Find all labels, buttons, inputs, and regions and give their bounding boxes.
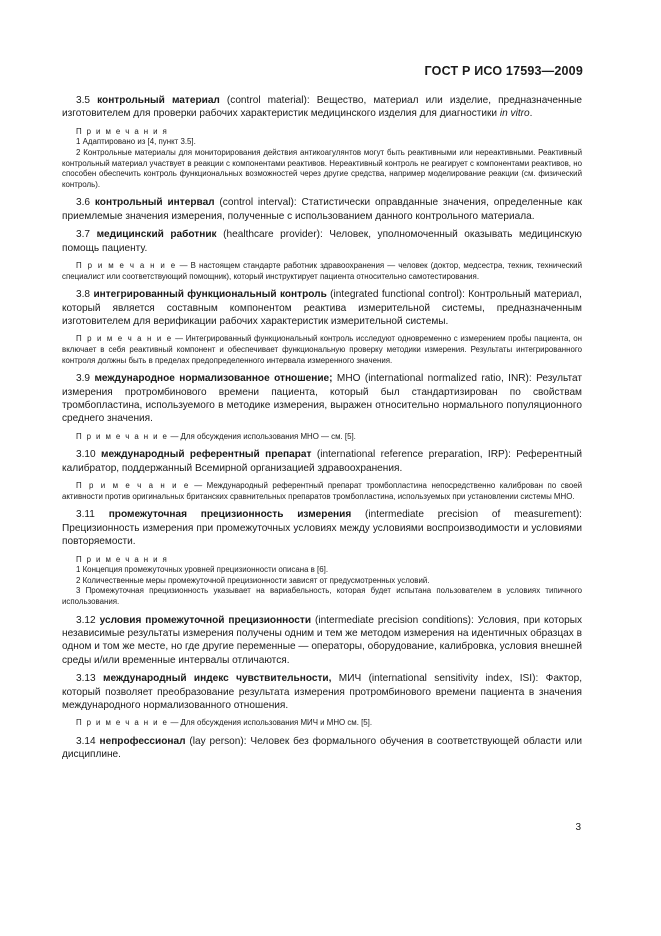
entry-term: международный референтный препарат (101, 449, 312, 461)
note-item: 3 Промежуточная прецизионность указывает на вариабельность, которая будет испытана пользователем в условиях типичного использования. (62, 586, 582, 606)
note-item: 1 Адаптировано из [4, пункт 3.5]. (76, 137, 196, 147)
entry-definition: МНО (international normalized ratio, INR): Результат измерения протромбинового времени пациента, который был стандартизирован по свойствам тромбопластина, используемого в методике измерения, выражен относительно нормального популяционного среднего значения. (62, 373, 583, 425)
note-label: П р и м е ч а н и е (76, 334, 173, 344)
note-label: П р и м е ч а н и е (76, 718, 169, 728)
entry-term: международный индекс чувствительности, (103, 673, 332, 685)
note (62, 481, 582, 502)
entry-number: 3.5 (76, 95, 91, 106)
page-number: 3 (575, 822, 581, 833)
note-text: — Для обсуждения использования МНО — см. [5]. (168, 431, 356, 441)
entry-number: 3.7 (76, 229, 91, 241)
entry-definition-end: . (529, 108, 533, 120)
entry-term: контрольный интервал (94, 197, 215, 209)
entry-definition: (international reference preparation, IRP): Референтный калибратор, поддержанный Всемирной организацией здравоохранения. (62, 449, 582, 474)
entry-3-11 (62, 508, 582, 548)
entry-3-13 (62, 672, 582, 712)
entry-number: 3.12 (76, 614, 96, 626)
entry-3-9 (62, 372, 582, 426)
entry-term: промежуточная прецизионность измерения (108, 509, 352, 521)
note-text: — Международный референтный препарат тромбопластина непосредственно калиброван по своей активности против оригинальных британских сравнительных препаратов тромбопластина, используемых при установлении системы МНО. (62, 481, 583, 501)
note-label: П р и м е ч а н и е (76, 481, 190, 491)
entry-term: условия промежуточной прецизионности (99, 614, 312, 626)
entry-3-8 (62, 288, 582, 328)
entry-definition: (healthcare provider): Человек, уполномоченный оказывать медицинскую помощь пациенту. (62, 229, 583, 254)
entry-3-10 (62, 448, 582, 475)
note-text: — Для обсуждения использования МИЧ и МНО см. [5]. (168, 718, 373, 728)
entry-definition: (integrated functional control): Контрольный материал, который является составным компонентом реактива измерительной системы, предназначенным изготовителем для верификации рабочих характеристик измерительной системы. (62, 289, 582, 327)
note-text: — В настоящем стандарте работник здравоохранения — человек (доктор, медсестра, техник, технический специалист или соответствующий помощник), который инструктирует пациента относительно самотестирования. (62, 261, 583, 281)
entry-term: медицинский работник (96, 229, 217, 241)
entry-term: интегрированный функциональный контроль (93, 289, 327, 301)
entry-definition: (intermediate precision of measurement): Прецизионность измерения при промежуточных условиях между условиями воспроизводимости и условиями повторяемости. (62, 509, 582, 548)
entry-3-14 (62, 735, 582, 762)
note-item: 2 Контрольные материалы для мониторирования действия антикоагулянтов могут быть реактивными или нереактивными. Реактивный контрольный материал участвует в реакции с компонентами реактивов. Нереактивный контроль не реагирует с компонентами реактивов, но способен обеспечить контроль функциональных возможностей через другие средства, например моделирование реакции (см. физический контроль). (62, 148, 582, 189)
entry-number: 3.14 (76, 736, 96, 748)
note-item: 1 Концепция промежуточных уровней прецизионности описана в [6]. (76, 565, 329, 575)
document-body (62, 94, 582, 767)
note (62, 261, 582, 282)
entry-3-6 (62, 196, 582, 223)
entry-term: международное нормализованное отношение; (94, 373, 333, 385)
entry-number: 3.13 (76, 673, 96, 685)
entry-definition: (intermediate precision conditions): Условия, при которых независимые результаты измерения получены одним и тем же методом измерения на идентичных образцах в одном и том же месте, но где другие переменные — операторы, оборудование, калибровка, условия внешней среды и/или временные интервалы отличаются. (62, 614, 583, 666)
note (62, 432, 582, 443)
note-item: 2 Количественные меры промежуточной прецизионности зависят от предусмотренных условий. (76, 575, 430, 585)
entry-number: 3.6 (76, 197, 91, 209)
entry-definition: (control interval): Статистически оправданные значения, определенные как приемлемые значения измерения, полученные с использованием данного контрольного материала. (62, 197, 582, 222)
note-label: П р и м е ч а н и е (76, 261, 177, 270)
standard-header: ГОСТ Р ИСО 17593—2009 (424, 64, 583, 78)
entry-3-12 (62, 614, 582, 668)
entry-term: контрольный материал (97, 95, 220, 106)
entry-definition: (lay person): Человек без формального обучения в соответствующей области или дисциплине. (62, 736, 582, 761)
note-label: П р и м е ч а н и е (76, 431, 169, 441)
entry-3-7 (62, 228, 582, 255)
entry-3-5 (62, 94, 582, 121)
notes-heading: П р и м е ч а н и я (76, 126, 169, 136)
note (62, 718, 582, 729)
note-text: — Интегрированный функциональный контроль исследуют одновременно с измерением пробы пациента, он включает в себя реактивный компонент и обеспечивает функциональную проверку методики измерения. Результаты интегрированного контроля должны быть в пределах предопределенного интервала измеренного значения. (62, 334, 582, 365)
entry-definition-italic: in vitro (499, 108, 530, 120)
notes-heading: П р и м е ч а н и я (76, 554, 169, 564)
entry-number: 3.8 (76, 289, 91, 301)
entry-term: непрофессионал (99, 736, 186, 748)
entry-definition: МИЧ (international sensitivity index, ISI): Фактор, который позволяет преобразование результата измерения протромбинового времени пациента в значения международного нормализованного отношения. (62, 673, 583, 712)
note (62, 334, 582, 366)
entry-number: 3.10 (76, 449, 96, 461)
entry-number: 3.9 (76, 373, 91, 385)
entry-definition: (control material): Вещество, материал или изделие, предназначенные изготовителем для проверки рабочих характеристик медицинского изделия для диагностики (62, 95, 582, 120)
entry-number: 3.11 (76, 509, 95, 521)
